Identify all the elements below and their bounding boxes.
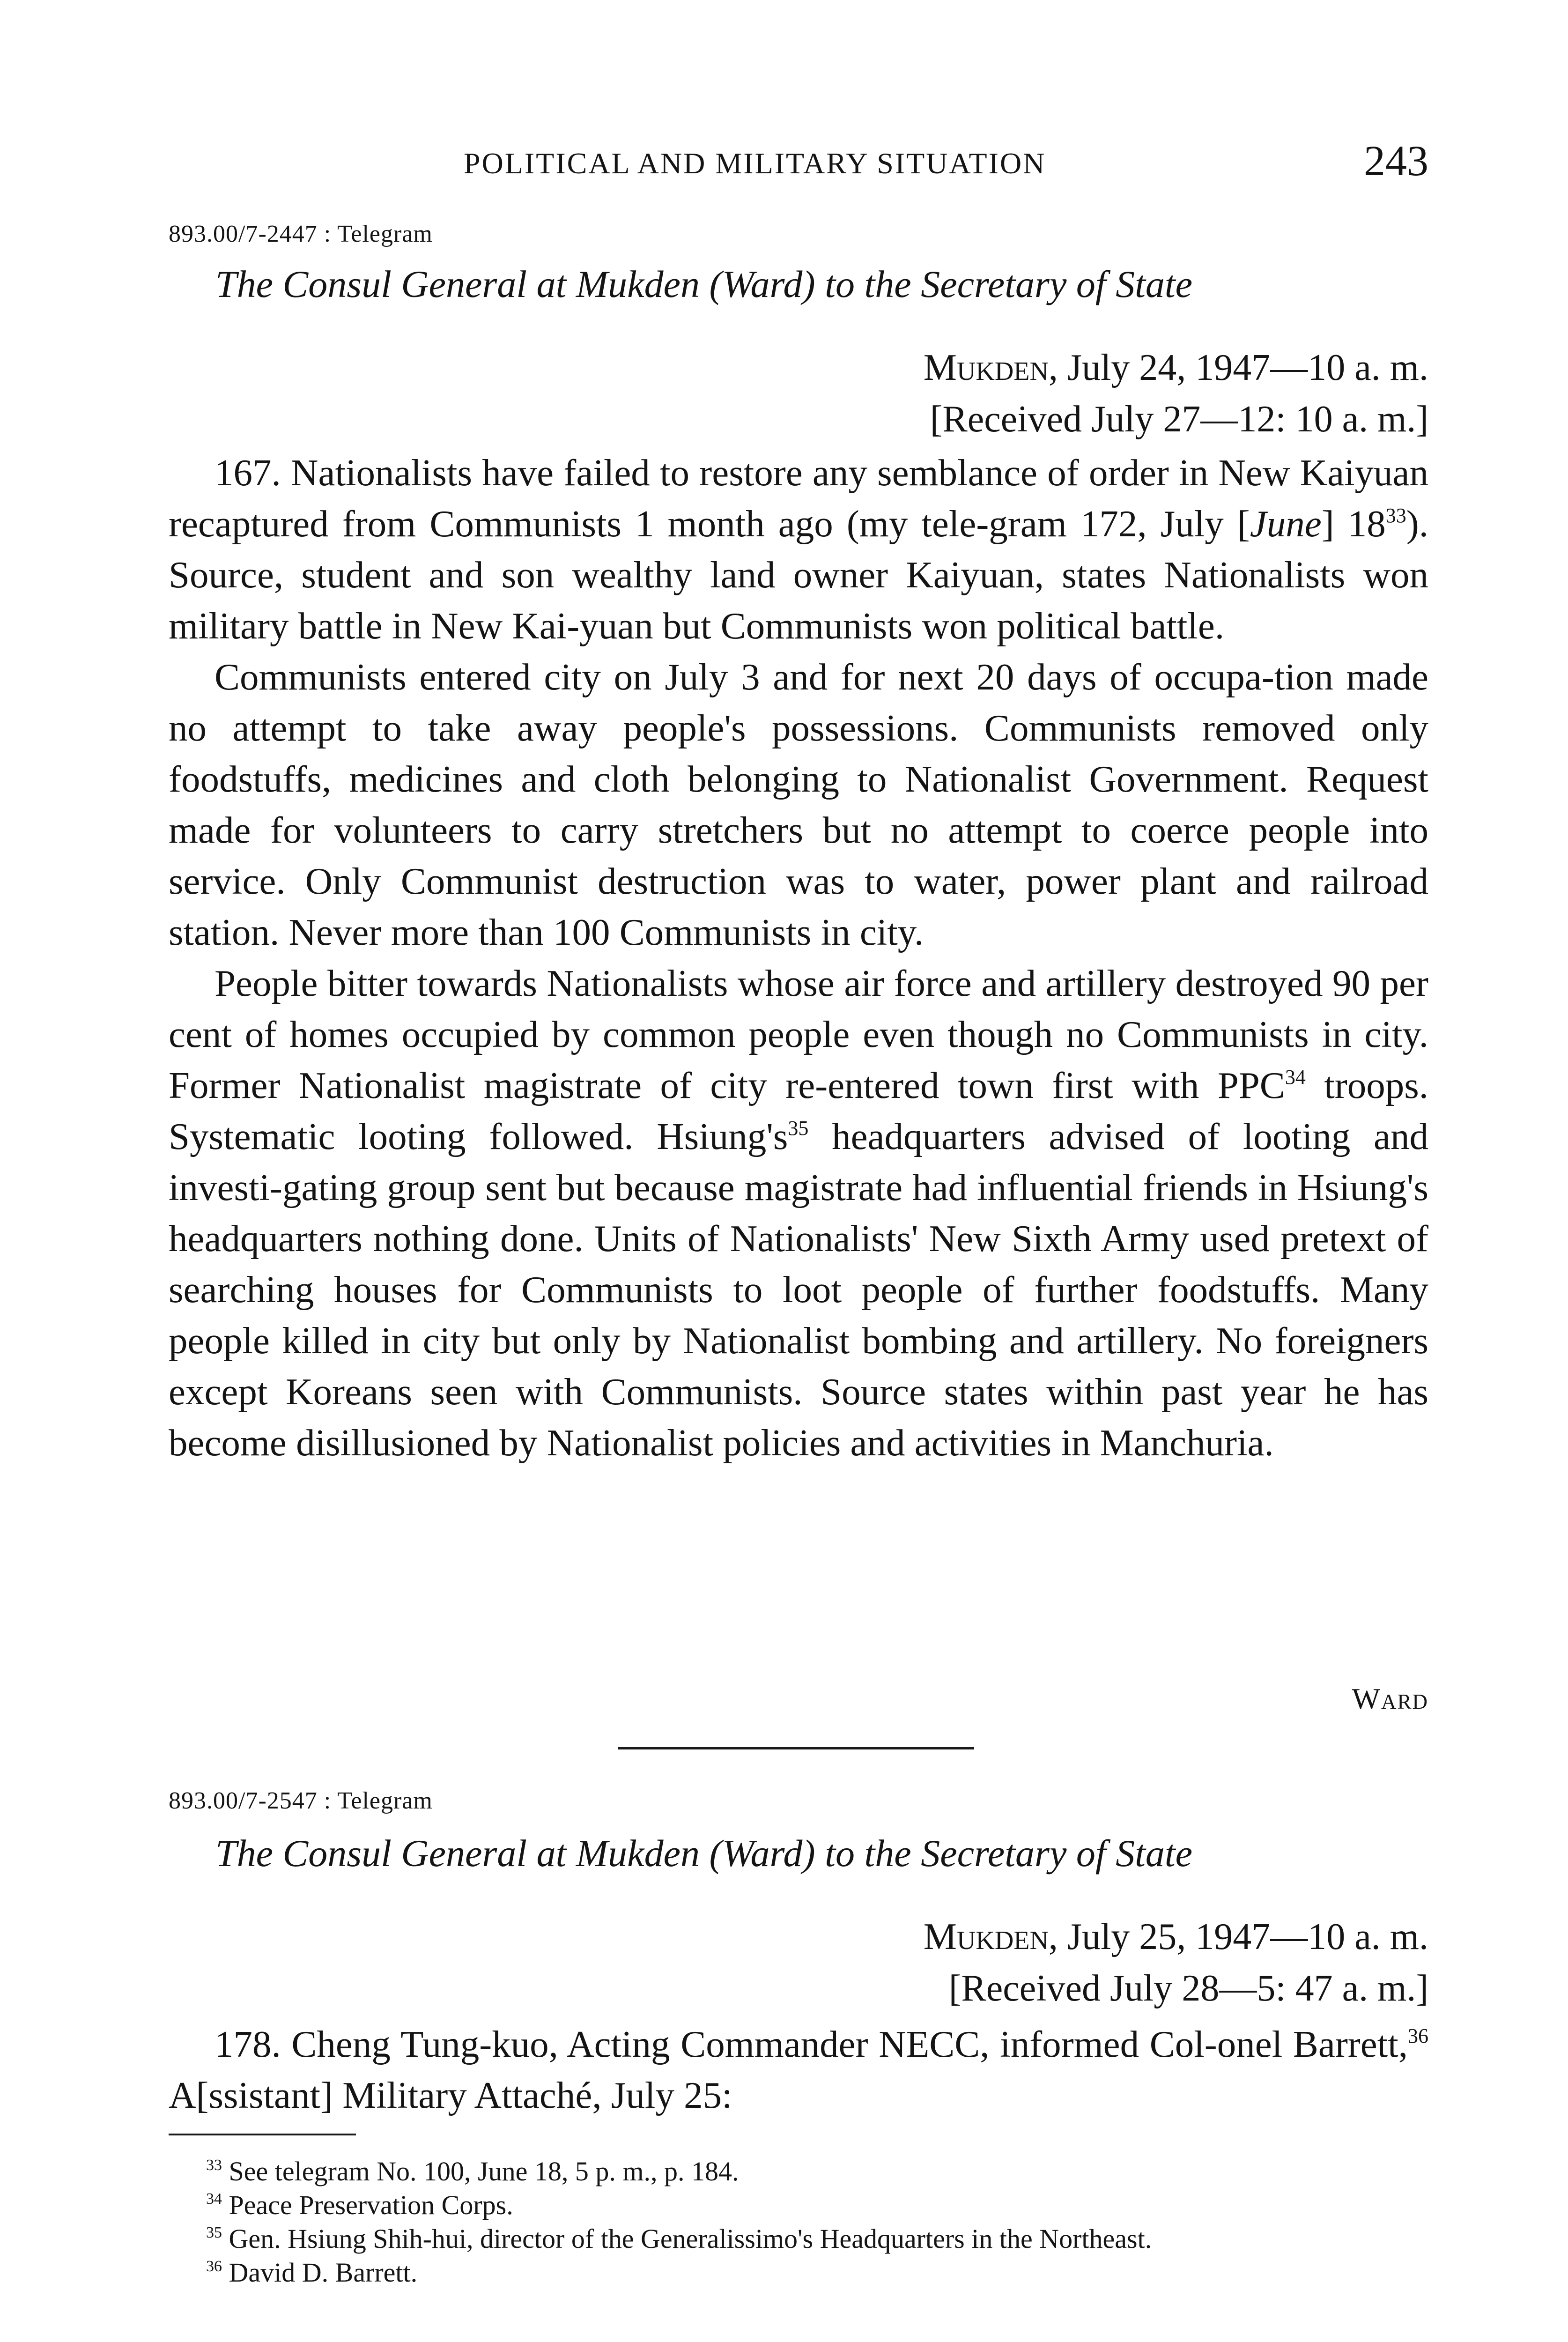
- dateline: [924, 342, 1428, 445]
- paragraph-text: People bitter towards Nationalists whose air force and artillery destroyed 90 per cent of homes occupied by common people even though no Communists in city. Former Nationalist magistrate of city re-entered town first with PPC: [169, 962, 1428, 1106]
- footnote: [169, 2256, 1428, 2290]
- paragraph-text: headquarters advised of looting and investi-gating group sent but because magistrate had influential friends in Hsiung's headquarters nothing done. Units of Nationalists' New Sixth Army used pretext of searching houses for Communists to loot people of further foodstuffs. Many people killed in city but only by Nationalist bombing and artillery. No foreigners except Koreans seen with Communists. Source states within past year he has become disillusioned by Nationalist policies and activities in Manchuria.: [169, 1115, 1428, 1464]
- paragraph: [169, 447, 1428, 652]
- dateline-date: , July 25, 1947—10 a. m.: [1048, 1916, 1428, 1957]
- paragraph-italic: June: [1250, 503, 1322, 545]
- footnote-mark: 34: [206, 2190, 222, 2208]
- footnote: [169, 2188, 1428, 2222]
- footnote-rule: [169, 2134, 356, 2135]
- document-title: The Consul General at Mukden (Ward) to the Secretary of State: [215, 263, 1193, 305]
- telegram-body: [169, 2019, 1428, 2121]
- page-number: 243: [1364, 137, 1428, 185]
- footnote-mark: 33: [206, 2157, 222, 2174]
- footnote-ref: 35: [788, 1117, 809, 1140]
- footnote-text: Peace Preservation Corps.: [229, 2190, 513, 2220]
- running-title: POLITICAL AND MILITARY SITUATION: [464, 147, 1046, 180]
- footnote: [169, 2155, 1428, 2188]
- telegram-body: [169, 447, 1428, 1468]
- paragraph: Communists entered city on July 3 and for next 20 days of occupa-tion made no attempt to take away people's possessions. Communists removed only foodstuffs, medicines and cloth belonging to Nationalist Government. Request made for volunteers to carry stretchers but no attempt to coerce people into service. Only Communist destruction was to water, power plant and railroad station. Never more than 100 Communists in city.: [169, 656, 1428, 953]
- document-title: The Consul General at Mukden (Ward) to the Secretary of State: [215, 1832, 1193, 1875]
- dateline-date: , July 24, 1947—10 a. m.: [1048, 347, 1428, 388]
- paragraph-text: troops. Systematic looting followed. Hsiung's: [169, 1064, 1428, 1157]
- footnotes: [169, 2155, 1428, 2290]
- file-number: 893.00/7-2447 : Telegram: [169, 221, 433, 247]
- running-head: [169, 136, 1428, 187]
- dateline: [924, 1911, 1428, 2014]
- paragraph: [169, 958, 1428, 1468]
- footnote-text: See telegram No. 100, June 18, 5 p. m., p. 184.: [229, 2156, 739, 2186]
- section-divider: [618, 1747, 974, 1749]
- dateline-place: Mukden: [923, 1916, 1049, 1957]
- paragraph-text: ] 18: [1321, 503, 1386, 545]
- paragraph-text: 167. Nationalists have failed to restore any semblance of order in New Kaiyuan recaptured from Communists 1 month ago (my tele-gram 172, July [: [169, 452, 1428, 545]
- received-note: [Received July 28—5: 47 a. m.]: [948, 1968, 1428, 2009]
- footnote-ref: 36: [1408, 2024, 1428, 2047]
- paragraph-text: A[ssistant] Military Attaché, July 25:: [169, 2074, 732, 2116]
- paragraph: [169, 2019, 1428, 2121]
- footnote-mark: 35: [206, 2224, 222, 2241]
- paragraph-text: ). Source, student and son wealthy land owner Kaiyuan, states Nationalists won military battle in New Kai-yuan but Communists won political battle.: [169, 503, 1428, 647]
- footnote-text: David D. Barrett.: [229, 2257, 418, 2288]
- paragraph-text: 178. Cheng Tung-kuo, Acting Commander NECC, informed Col-onel Barrett,: [214, 2023, 1408, 2065]
- footnote: [169, 2222, 1428, 2256]
- footnote-text: Gen. Hsiung Shih-hui, director of the Generalissimo's Headquarters in the Northeast.: [229, 2223, 1152, 2254]
- signature: Ward: [1352, 1682, 1428, 1715]
- file-number: 893.00/7-2547 : Telegram: [169, 1787, 433, 1814]
- dateline-place: Mukden: [923, 347, 1049, 388]
- footnote-mark: 36: [206, 2258, 222, 2275]
- received-note: [Received July 27—12: 10 a. m.]: [930, 399, 1428, 440]
- footnote-ref: 33: [1385, 504, 1406, 527]
- footnote-ref: 34: [1285, 1066, 1306, 1089]
